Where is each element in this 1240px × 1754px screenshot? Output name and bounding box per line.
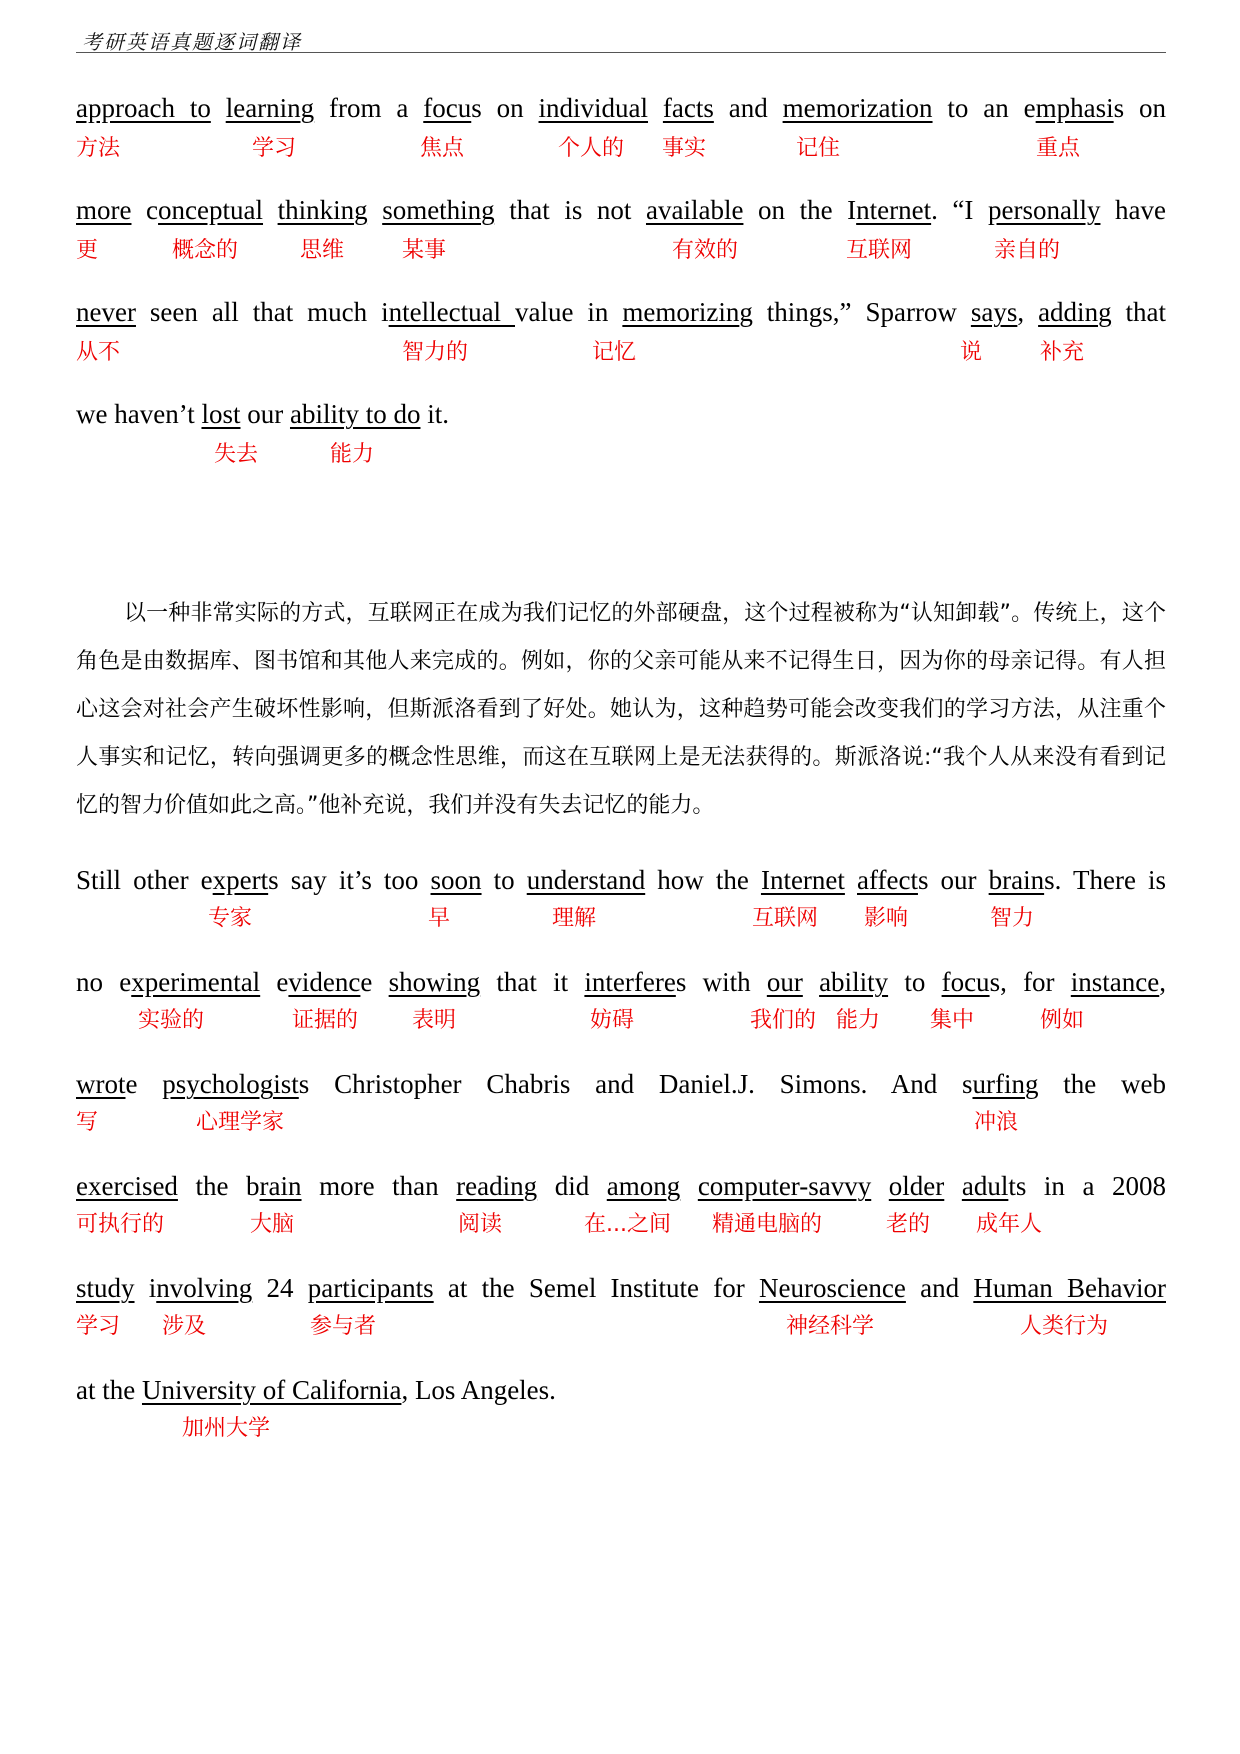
vocab-word: mphasi: [1035, 93, 1114, 123]
gloss-label: 表明: [412, 1008, 457, 1033]
vocab-word: never: [76, 297, 136, 327]
text-run: c: [131, 195, 159, 225]
gloss-label: 大脑: [250, 1212, 295, 1237]
text-run: to an e: [932, 93, 1036, 123]
vocab-word: rain: [259, 1171, 302, 1201]
gloss-label: 冲浪: [974, 1110, 1019, 1135]
vocab-word: study: [76, 1273, 135, 1303]
gloss-label: 阅读: [458, 1212, 503, 1237]
gloss-label: 个人的: [558, 136, 625, 161]
text-run: the b: [177, 1171, 260, 1201]
gloss-label: 人类行为: [1020, 1314, 1109, 1339]
vocab-word: adul: [961, 1171, 1009, 1201]
gloss-label: 概念的: [172, 238, 239, 263]
text-run: to: [481, 865, 527, 895]
english-line: [76, 1170, 1166, 1202]
chinese-translation: 以一种非常实际的方式，互联网正在成为我们记忆的外部硬盘，这个过程被称为“认知卸载”。传统上，这个角色是由数据库、图书馆和其他人来完成的。例如，你的父亲可能从来不记得生日，因为你的母亲记得。有人担心这会对社会产生破坏性影响，但斯派洛看到了好处。她认为，这种趋势可能会改变我们的学习方法，从注重个人事实和记忆，转向强调更多的概念性思维，而这在互联网上是无法获得的。斯派洛说:“我个人从来没有看到记忆的智力价值如此之高。”他补充说，我们并没有失去记忆的能力。: [76, 601, 1166, 818]
text-run: s our: [917, 865, 989, 895]
vocab-word: among: [606, 1171, 681, 1201]
vocab-word: our: [766, 967, 803, 997]
vocab-word: Internet: [760, 865, 845, 895]
gloss-label: 加州大学: [182, 1416, 271, 1441]
vocab-word: brain: [988, 865, 1045, 895]
text-run: ,: [1017, 297, 1039, 327]
text-run: Still other e: [76, 865, 213, 895]
gloss-label: 亲自的: [994, 238, 1061, 263]
vocab-word: nvolving: [156, 1273, 253, 1303]
english-line: [76, 296, 1166, 328]
english-line: [76, 194, 1166, 226]
header-title: 考研英语真题逐词翻译: [82, 30, 302, 54]
gloss-label: 集中: [930, 1008, 975, 1033]
text-run: how the: [645, 865, 761, 895]
vocab-word: onceptual: [158, 195, 264, 225]
text-run: [368, 195, 383, 225]
page-header: [76, 22, 1166, 53]
text-run: [263, 195, 278, 225]
gloss-label: 智力: [990, 906, 1035, 931]
text-run: e: [260, 967, 289, 997]
gloss-label: 方法: [76, 136, 121, 161]
vocab-word: exercised: [76, 1171, 178, 1201]
gloss-label: 学习: [76, 1314, 121, 1339]
text-run: ts in a 2008: [1008, 1171, 1166, 1201]
gloss-label: 写: [76, 1110, 99, 1135]
gloss-label: 记忆: [592, 340, 637, 365]
text-run: ,: [1159, 967, 1166, 997]
vocab-word: Human Behavior: [973, 1273, 1166, 1303]
gloss-label: 实验的: [138, 1008, 205, 1033]
english-line: [76, 864, 1166, 896]
vocab-word: reading: [456, 1171, 538, 1201]
vocab-word: xpert: [212, 865, 269, 895]
gloss-label: 涉及: [162, 1314, 207, 1339]
text-run: our: [240, 399, 290, 429]
text-run: it.: [420, 399, 449, 429]
gloss-label: 智力的: [402, 340, 469, 365]
gloss-label: 学习: [252, 136, 297, 161]
vocab-word: learning: [225, 93, 315, 123]
text-run: [944, 1171, 962, 1201]
vocab-word: urfin: [972, 1069, 1025, 1099]
gloss-label: 可执行的: [76, 1212, 165, 1237]
text-run: i: [134, 1273, 157, 1303]
text-run: g things,” Sparrow: [739, 297, 971, 327]
text-run: [845, 865, 857, 895]
gloss-label: 老的: [886, 1212, 931, 1237]
vocab-word: something: [382, 195, 495, 225]
text-run: [803, 967, 819, 997]
vocab-word: more: [76, 195, 132, 225]
gloss-label: 在...之间: [584, 1212, 671, 1237]
text-run: at the Semel Institute for: [433, 1273, 759, 1303]
english-line: [76, 1068, 1166, 1100]
gloss-label: 思维: [300, 238, 345, 263]
gloss-label: 说: [960, 340, 983, 365]
gloss-label: 专家: [208, 906, 253, 931]
gloss-label: 精通电脑的: [712, 1212, 823, 1237]
gloss-label: 互联网: [846, 238, 913, 263]
vocab-word: wrot: [76, 1069, 126, 1099]
gloss-label: 失去: [214, 442, 259, 467]
text-run: e: [125, 1069, 163, 1099]
vocab-word: older: [888, 1171, 945, 1201]
vocab-word: facts: [662, 93, 714, 123]
vocab-word: videnc: [288, 967, 361, 997]
text-run: more than: [301, 1171, 457, 1201]
vocab-word: Neuroscience: [758, 1273, 906, 1303]
english-line: [76, 1374, 1166, 1406]
vocab-word: nternet: [856, 195, 932, 225]
text-run: and: [905, 1273, 974, 1303]
gloss-label: 例如: [1040, 1008, 1085, 1033]
gloss-label: 事实: [662, 136, 707, 161]
english-line: [76, 92, 1166, 124]
vocab-word: says: [970, 297, 1018, 327]
text-run: s, for: [989, 967, 1071, 997]
vocab-word: ability to do: [289, 399, 421, 429]
text-run: s with: [675, 967, 767, 997]
text-run: at the: [76, 1375, 142, 1405]
text-run: s Christopher Chabris and Daniel.J. Simons. And s: [298, 1069, 973, 1099]
gloss-label: 补充: [1040, 340, 1085, 365]
gloss-label: 证据的: [292, 1008, 359, 1033]
vocab-word: ntellectual: [388, 297, 515, 327]
vocab-word: personally: [987, 195, 1101, 225]
text-run: 24: [252, 1273, 308, 1303]
gloss-label: 某事: [402, 238, 447, 263]
gloss-label: 有效的: [672, 238, 739, 263]
text-run: e: [360, 967, 389, 997]
vocab-word: available: [645, 195, 744, 225]
gloss-label: 从不: [76, 340, 121, 365]
text-run: to: [888, 967, 942, 997]
text-run: seen all that much i: [135, 297, 389, 327]
gloss-label: 成年人: [976, 1212, 1043, 1237]
text-run: no e: [76, 967, 132, 997]
text-run: [871, 1171, 889, 1201]
vocab-word: understand: [526, 865, 646, 895]
gloss-label: 妨碍: [590, 1008, 635, 1033]
vocab-word: soon: [430, 865, 482, 895]
vocab-word: psychologist: [162, 1069, 299, 1099]
text-run: and: [713, 93, 783, 123]
gloss-label: 参与者: [310, 1314, 377, 1339]
gloss-label: 重点: [1036, 136, 1081, 161]
text-run: . “I: [931, 195, 988, 225]
vocab-word: memorization: [782, 93, 933, 123]
text-run: [211, 93, 226, 123]
text-run: s say it’s too: [268, 865, 431, 895]
text-run: , Los Angeles.: [401, 1375, 556, 1405]
gloss-label: 记住: [796, 136, 841, 161]
vocab-word: computer-savvy: [697, 1171, 872, 1201]
english-line: [76, 966, 1166, 998]
gloss-label: 能力: [836, 1008, 881, 1033]
vocab-word: individual: [538, 93, 649, 123]
text-run: value in: [515, 297, 623, 327]
vocab-word: lost: [201, 399, 241, 429]
vocab-word: affect: [857, 865, 918, 895]
gloss-label: 影响: [864, 906, 909, 931]
gloss-label: 能力: [330, 442, 375, 467]
text-run: s on: [1113, 93, 1166, 123]
vocab-word: University of California: [141, 1375, 402, 1405]
text-run: g the web: [1024, 1069, 1166, 1099]
text-run: [680, 1171, 698, 1201]
text-run: [648, 93, 663, 123]
text-run: on the I: [743, 195, 857, 225]
text-run: s. There is: [1044, 865, 1166, 895]
gloss-label: 我们的: [750, 1008, 817, 1033]
gloss-label: 心理学家: [196, 1110, 285, 1135]
text-run: we haven’t: [76, 399, 202, 429]
text-run: that: [1111, 297, 1166, 327]
vocab-word: focu: [941, 967, 990, 997]
vocab-word: ability: [819, 967, 889, 997]
vocab-word: thinking: [277, 195, 368, 225]
vocab-word: xperimental: [131, 967, 261, 997]
vocab-word: adding: [1038, 297, 1112, 327]
text-run: have: [1100, 195, 1166, 225]
english-line: [76, 1272, 1166, 1304]
text-run: that it: [480, 967, 585, 997]
vocab-word: instance: [1070, 967, 1160, 997]
vocab-word: memorizin: [622, 297, 740, 327]
gloss-label: 焦点: [420, 136, 465, 161]
gloss-label: 早: [428, 906, 451, 931]
vocab-word: approach to: [76, 93, 211, 123]
vocab-word: participants: [307, 1273, 434, 1303]
gloss-label: 互联网: [752, 906, 819, 931]
vocab-word: showing: [388, 967, 481, 997]
english-line: [76, 398, 1166, 430]
text-run: that is not: [494, 195, 646, 225]
gloss-label: 神经科学: [786, 1314, 875, 1339]
vocab-word: interfere: [584, 967, 676, 997]
text-run: did: [537, 1171, 607, 1201]
gloss-label: 更: [76, 238, 99, 263]
vocab-word: focu: [423, 93, 472, 123]
gloss-label: 理解: [552, 906, 597, 931]
text-run: s on: [471, 93, 539, 123]
text-run: from a: [314, 93, 424, 123]
